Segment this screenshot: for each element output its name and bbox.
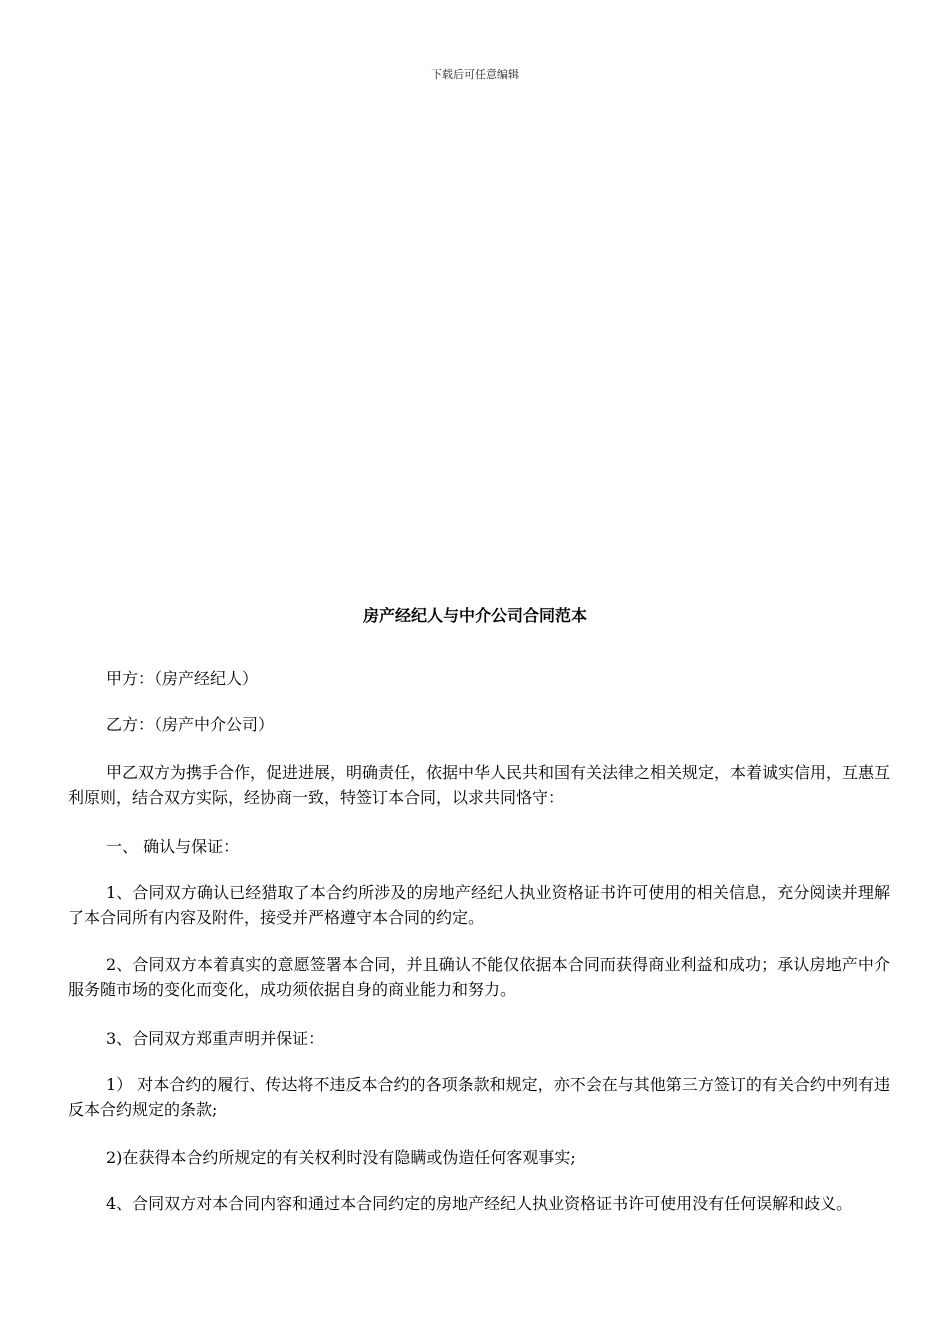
clause-4-paragraph: 4、合同双方对本合同内容和通过本合同约定的房地产经纪人执业资格证书许可使用没有任何误解和歧义。 <box>106 1194 853 1213</box>
intro-paragraph: 甲乙双方为携手合作，促进进展，明确责任，依据中华人民共和国有关法律之相关规定，本着诚实信用，互惠互利原则，结合双方实际，经协商一致，特签订本合同，以求共同恪守： <box>68 763 891 807</box>
clause-3-sub-2-paragraph: 2)在获得本合约所规定的有关权利时没有隐瞒或伪造任何客观事实; <box>106 1148 576 1167</box>
clause-1-paragraph: 1、合同双方确认已经猎取了本合约所涉及的房地产经纪人执业资格证书许可使用的相关信息，充分阅读并理解了本合同所有内容及附件，接受并严格遵守本合同的约定。 <box>68 883 890 927</box>
party-b-paragraph: 乙方：（房产中介公司） <box>106 715 275 734</box>
document-title: 房产经纪人与中介公司合同范本 <box>362 606 587 625</box>
clause-2-paragraph: 2、合同双方本着真实的意愿签署本合同，并且确认不能仅依据本合同而获得商业利益和成功；承认房地产中介服务随市场的变化而变化，成功须依据自身的商业能力和努力。 <box>68 955 890 999</box>
section-heading-confirmation: 一、 确认与保证： <box>106 837 240 856</box>
clause-3-paragraph: 3、合同双方郑重声明并保证： <box>106 1029 325 1048</box>
clause-3-sub-1-paragraph: 1） 对本合约的履行、传达将不违反本合约的各项条款和规定，亦不会在与其他第三方签订的有关合约中列有违反本合约规定的条款; <box>68 1075 890 1119</box>
header-note: 下载后可任意编辑 <box>431 68 519 81</box>
party-a-paragraph: 甲方：（房产经纪人） <box>106 669 259 688</box>
